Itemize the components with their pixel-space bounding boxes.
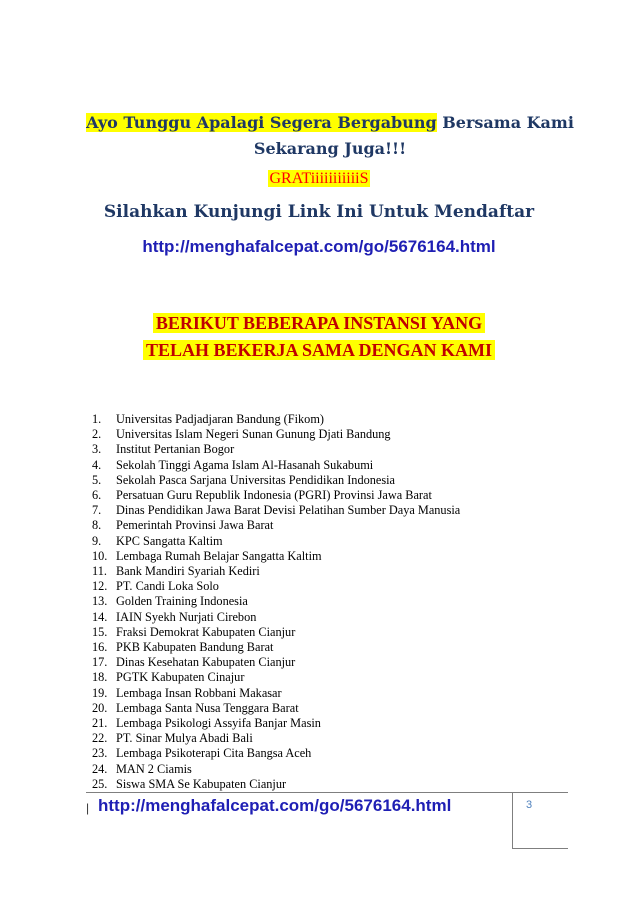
visit-link-instruction: Silahkan Kunjungi Link Ini Untuk Mendaftar — [103, 202, 535, 222]
list-item-text: Universitas Islam Negeri Sunan Gunung Djati Bandung — [116, 427, 391, 442]
list-item-number: 24. — [92, 761, 108, 776]
list-item-text: Siswa SMA Se Kabupaten Cianjur — [116, 776, 287, 791]
list-item — [92, 731, 460, 746]
list-item-text: IAIN Syekh Nurjati Cirebon — [116, 609, 257, 624]
list-item — [92, 655, 460, 670]
list-item-number: 8. — [92, 518, 102, 533]
list-item — [92, 579, 460, 594]
list-item — [92, 427, 460, 442]
list-item-number: 9. — [92, 533, 102, 548]
list-item — [92, 716, 460, 731]
list-item — [92, 564, 460, 579]
headline — [70, 110, 590, 162]
list-item-text: Universitas Padjadjaran Bandung (Fikom) — [116, 412, 324, 426]
list-item-number: 21. — [92, 716, 108, 731]
list-item-text: Lembaga Insan Robbani Makasar — [116, 685, 282, 700]
list-item — [92, 534, 460, 549]
list-item-text: Persatuan Guru Republik Indonesia (PGRI) Provinsi Jawa Barat — [116, 488, 432, 503]
list-item — [92, 412, 460, 427]
list-item-text: MAN 2 Ciamis — [116, 761, 192, 776]
list-item-number: 17. — [92, 655, 108, 670]
list-item — [92, 518, 460, 533]
list-item — [92, 777, 460, 792]
list-item — [92, 686, 460, 701]
institution-list — [92, 412, 460, 792]
list-item-number: 6. — [92, 488, 102, 503]
list-item-number: 7. — [92, 503, 102, 518]
list-item-text: Golden Training Indonesia — [116, 594, 248, 609]
list-item-text: Lembaga Psikoterapi Cita Bangsa Aceh — [116, 746, 312, 761]
list-item — [92, 594, 460, 609]
headline-highlighted: Ayo Tunggu Apalagi Segera Bergabung — [86, 113, 437, 132]
footer-separator: | — [86, 801, 90, 815]
institutions-heading-line1: BERIKUT BEBERAPA INSTANSI YANG — [153, 313, 485, 333]
list-item — [92, 746, 460, 761]
list-item-text: Dinas Pendidikan Jawa Barat Devisi Pelatihan Sumber Daya Manusia — [116, 503, 461, 518]
footer-divider — [86, 792, 568, 793]
list-item — [92, 625, 460, 640]
list-item-text: Lembaga Psikologi Assyifa Banjar Masin — [116, 716, 321, 731]
list-item-text: Institut Pertanian Bogor — [116, 442, 235, 457]
footer-link[interactable]: http://menghafalcepat.com/go/5676164.html — [98, 796, 452, 815]
list-item-text: PKB Kabupaten Bandung Barat — [116, 640, 274, 655]
list-item-number: 16. — [92, 640, 108, 655]
list-item-number: 5. — [92, 472, 102, 487]
institutions-heading-line2: TELAH BEKERJA SAMA DENGAN KAMI — [143, 340, 495, 360]
list-item — [92, 442, 460, 457]
list-item — [92, 549, 460, 564]
list-item-text: Fraksi Demokrat Kabupaten Cianjur — [116, 624, 296, 639]
list-item-number: 25. — [92, 776, 108, 791]
list-item-text: Sekolah Pasca Sarjana Universitas Pendidikan Indonesia — [116, 472, 396, 487]
list-item-text: Lembaga Santa Nusa Tenggara Barat — [116, 700, 299, 715]
list-item-text: PT. Candi Loka Solo — [116, 579, 219, 594]
list-item-number: 10. — [92, 548, 108, 563]
registration-link[interactable]: http://menghafalcepat.com/go/5676164.html — [142, 237, 496, 256]
list-item-number: 22. — [92, 731, 108, 746]
list-item-number: 11. — [92, 564, 107, 579]
institutions-heading — [0, 310, 638, 364]
list-item-number: 14. — [92, 609, 108, 624]
list-item-number: 15. — [92, 624, 108, 639]
list-item-text: Dinas Kesehatan Kabupaten Cianjur — [116, 655, 296, 670]
list-item-number: 19. — [92, 685, 108, 700]
list-item-number: 18. — [92, 670, 108, 685]
list-item-number: 23. — [92, 746, 108, 761]
list-item-number: 12. — [92, 579, 108, 594]
list-item-text: PGTK Kabupaten Cinajur — [116, 670, 245, 685]
page-number: 3 — [526, 799, 533, 811]
list-item-number: 4. — [92, 457, 102, 472]
list-item-text: KPC Sangatta Kaltim — [116, 533, 223, 548]
list-item — [92, 670, 460, 685]
list-item — [92, 473, 460, 488]
list-item-number: 13. — [92, 594, 108, 609]
list-item — [92, 610, 460, 625]
list-item — [92, 458, 460, 473]
list-item-number: 2. — [92, 427, 102, 442]
list-item-text: Lembaga Rumah Belajar Sangatta Kaltim — [116, 548, 322, 563]
list-item-number: 3. — [92, 442, 102, 457]
page-number-box — [512, 793, 568, 849]
list-item-text: Bank Mandiri Syariah Kediri — [116, 564, 260, 579]
gratis-text: GRATiiiiiiiiiiiS — [269, 170, 369, 187]
list-item-number: 20. — [92, 700, 108, 715]
list-item-text: Sekolah Tinggi Agama Islam Al-Hasanah Sukabumi — [116, 457, 374, 472]
gratis-banner — [0, 168, 638, 188]
list-item — [92, 701, 460, 716]
list-item — [92, 503, 460, 518]
list-item-number: 1. — [92, 412, 102, 426]
list-item-text: Pemerintah Provinsi Jawa Barat — [116, 518, 274, 533]
list-item — [92, 762, 460, 777]
list-item — [92, 488, 460, 503]
list-item — [92, 640, 460, 655]
list-item-text: PT. Sinar Mulya Abadi Bali — [116, 731, 253, 746]
headline-rest: Bersama Kami Sekarang Juga!!! — [253, 113, 574, 158]
